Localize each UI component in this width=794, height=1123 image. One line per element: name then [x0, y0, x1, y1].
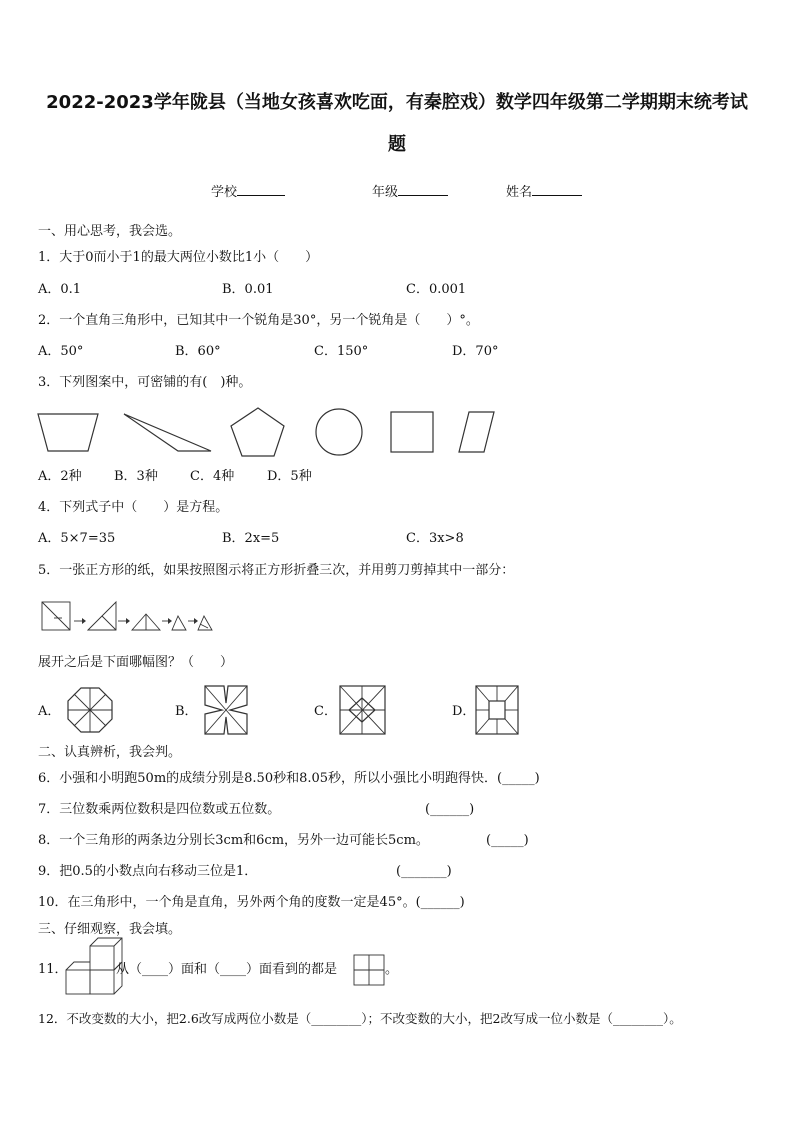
- q2-stem: 2．一个直角三角形中，已知其中一个锐角是30°，另一个锐角是（ ）°。: [38, 313, 479, 328]
- q12-text: 12．不改变数的大小，把2.6改写成两位小数是（________）；不改变数的大小，把2改写成一位小数是（________）。: [38, 1011, 682, 1026]
- exam-title-line2: 题: [388, 134, 406, 155]
- q2-option-a[interactable]: A．50°: [38, 344, 84, 359]
- q5-sub-question: 展开之后是下面哪幅图？（ ）: [38, 655, 234, 670]
- school-label: 学校: [211, 185, 238, 200]
- q10-text: 10．在三角形中，一个角是直角，另外两个角的度数一定是45°。(______): [38, 895, 465, 910]
- q7-text: 7．三位数乘两位数积是四位数或五位数。: [38, 802, 281, 817]
- q5-stem: 5．一张正方形的纸，如果按照图示将正方形折叠三次，并用剪刀剪掉其中一部分：: [38, 563, 515, 578]
- q6-text: 6．小强和小明跑50m的成绩分别是8.50秒和8.05秒，所以小强比小明跑得快．(_____): [38, 771, 540, 786]
- q1-option-c[interactable]: C．0.001: [406, 282, 467, 297]
- q5-option-d[interactable]: D．: [452, 704, 476, 719]
- q3-option-a[interactable]: A．2种: [38, 469, 82, 484]
- grade-label: 年级: [372, 185, 399, 200]
- q3-option-d[interactable]: D．5种: [267, 469, 312, 484]
- q11-end: 。: [385, 962, 399, 977]
- exam-title-line1: 2022-2023学年陇县（当地女孩喜欢吃面，有秦腔戏）数学四年级第二学期期末统考试: [46, 92, 748, 113]
- section-3-heading: 三、仔细观察，我会填。: [38, 922, 182, 937]
- q1-option-a[interactable]: A．0.1: [38, 282, 82, 297]
- q2-option-d[interactable]: D．70°: [452, 344, 499, 359]
- q4-stem: 4．下列式子中（ ）是方程。: [38, 500, 229, 515]
- q2-option-b[interactable]: B．60°: [175, 344, 221, 359]
- q9-text: 9．把0.5的小数点向右移动三位是1．: [38, 864, 258, 879]
- q1-stem: 1．大于0而小于1的最大两位小数比1小（ ）: [38, 250, 319, 265]
- section-2-heading: 二、认真辨析，我会判。: [38, 745, 182, 760]
- q2-option-c[interactable]: C．150°: [314, 344, 369, 359]
- q9-answer-blank[interactable]: (_______): [396, 864, 452, 879]
- q3-option-c[interactable]: C．4种: [190, 469, 235, 484]
- name-label: 姓名: [506, 185, 533, 200]
- q1-option-b[interactable]: B．0.01: [222, 282, 274, 297]
- q5-option-b[interactable]: B．: [175, 704, 198, 719]
- q8-text: 8．一个三角形的两条边分别长3cm和6cm，另外一边可能长5cm。: [38, 833, 429, 848]
- q4-option-b[interactable]: B．2x=5: [222, 531, 280, 546]
- q4-option-a[interactable]: A．5×7=35: [38, 531, 116, 546]
- q11-number: 11．: [38, 962, 68, 977]
- q5-option-c[interactable]: C．: [314, 704, 337, 719]
- q11-text: 从（____）面和（____）面看到的都是: [116, 962, 338, 977]
- q7-answer-blank[interactable]: (______): [425, 802, 475, 817]
- q8-answer-blank[interactable]: (_____): [486, 833, 529, 848]
- q4-option-c[interactable]: C．3x>8: [406, 531, 464, 546]
- q5-option-a[interactable]: A．: [38, 704, 61, 719]
- section-1-heading: 一、用心思考，我会选。: [38, 224, 182, 239]
- q3-stem: 3．下列图案中，可密铺的有( )种。: [38, 375, 252, 390]
- q3-option-b[interactable]: B．3种: [114, 469, 158, 484]
